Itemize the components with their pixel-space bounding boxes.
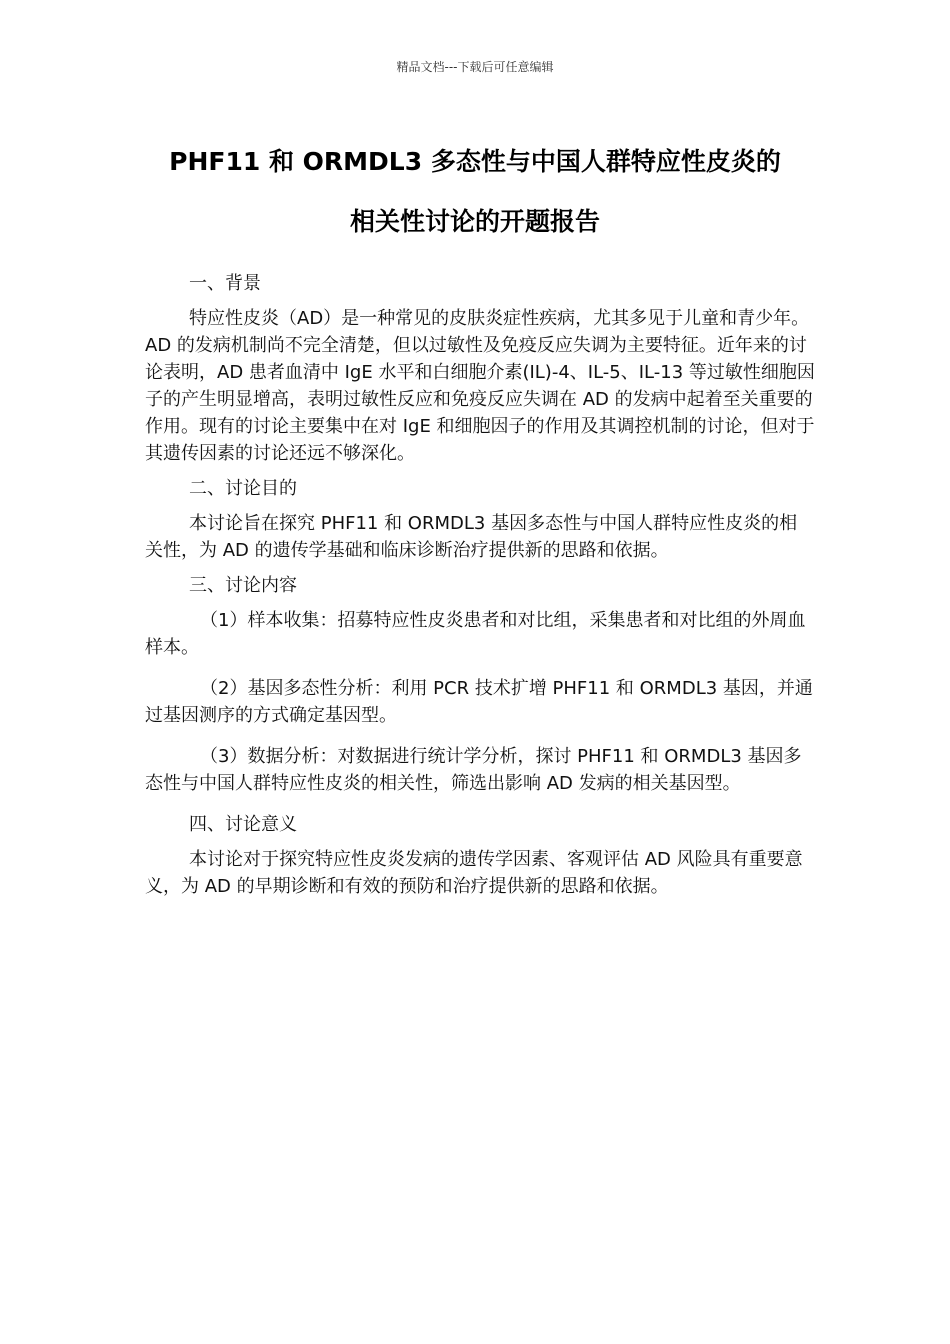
document-body [145, 270, 815, 908]
title-line-1: PHF11 和 ORMDL3 多态性与中国人群特应性皮炎的 [169, 147, 781, 176]
content-item-3: （3）数据分析：对数据进行统计学分析，探讨 PHF11 和 ORMDL3 基因多态性与中国人群特应性皮炎的相关性，筛选出影响 AD 发病的相关基因型。 [145, 746, 802, 794]
document-title [120, 132, 830, 252]
section-heading-content: 三、讨论内容 [189, 575, 297, 596]
title-line-2: 相关性讨论的开题报告 [349, 207, 600, 236]
header-note: 精品文档---下载后可任意编辑 [396, 60, 554, 74]
section-heading-purpose: 二、讨论目的 [189, 478, 297, 499]
background-paragraph: 特应性皮炎（AD）是一种常见的皮肤炎症性疾病，尤其多见于儿童和青少年。AD 的发病机制尚不完全清楚，但以过敏性及免疫反应失调为主要特征。近年来的讨论表明，AD 患者血清中 IgE 水平和白细胞介素(IL)-4、IL-5、IL-13 等过敏性细胞因子的产生明显增高，表明过敏性反应和免疫反应失调在 AD 的发病中起着至关重要的作用。现有的讨论主要集中在对 IgE 和细胞因子的作用及其调控机制的讨论，但对于其遗传因素的讨论还远不够深化。 [145, 308, 815, 464]
content-item-2: （2）基因多态性分析：利用 PCR 技术扩增 PHF11 和 ORMDL3 基因，并通过基因测序的方式确定基因型。 [145, 678, 813, 726]
significance-paragraph: 本讨论对于探究特应性皮炎发病的遗传学因素、客观评估 AD 风险具有重要意义，为 AD 的早期诊断和有效的预防和治疗提供新的思路和依据。 [145, 849, 803, 897]
purpose-paragraph: 本讨论旨在探究 PHF11 和 ORMDL3 基因多态性与中国人群特应性皮炎的相关性，为 AD 的遗传学基础和临床诊断治疗提供新的思路和依据。 [145, 513, 798, 561]
content-item-1: （1）样本收集：招募特应性皮炎患者和对比组，采集患者和对比组的外周血样本。 [145, 610, 806, 658]
section-heading-significance: 四、讨论意义 [189, 814, 297, 835]
section-heading-background: 一、背景 [189, 273, 261, 294]
